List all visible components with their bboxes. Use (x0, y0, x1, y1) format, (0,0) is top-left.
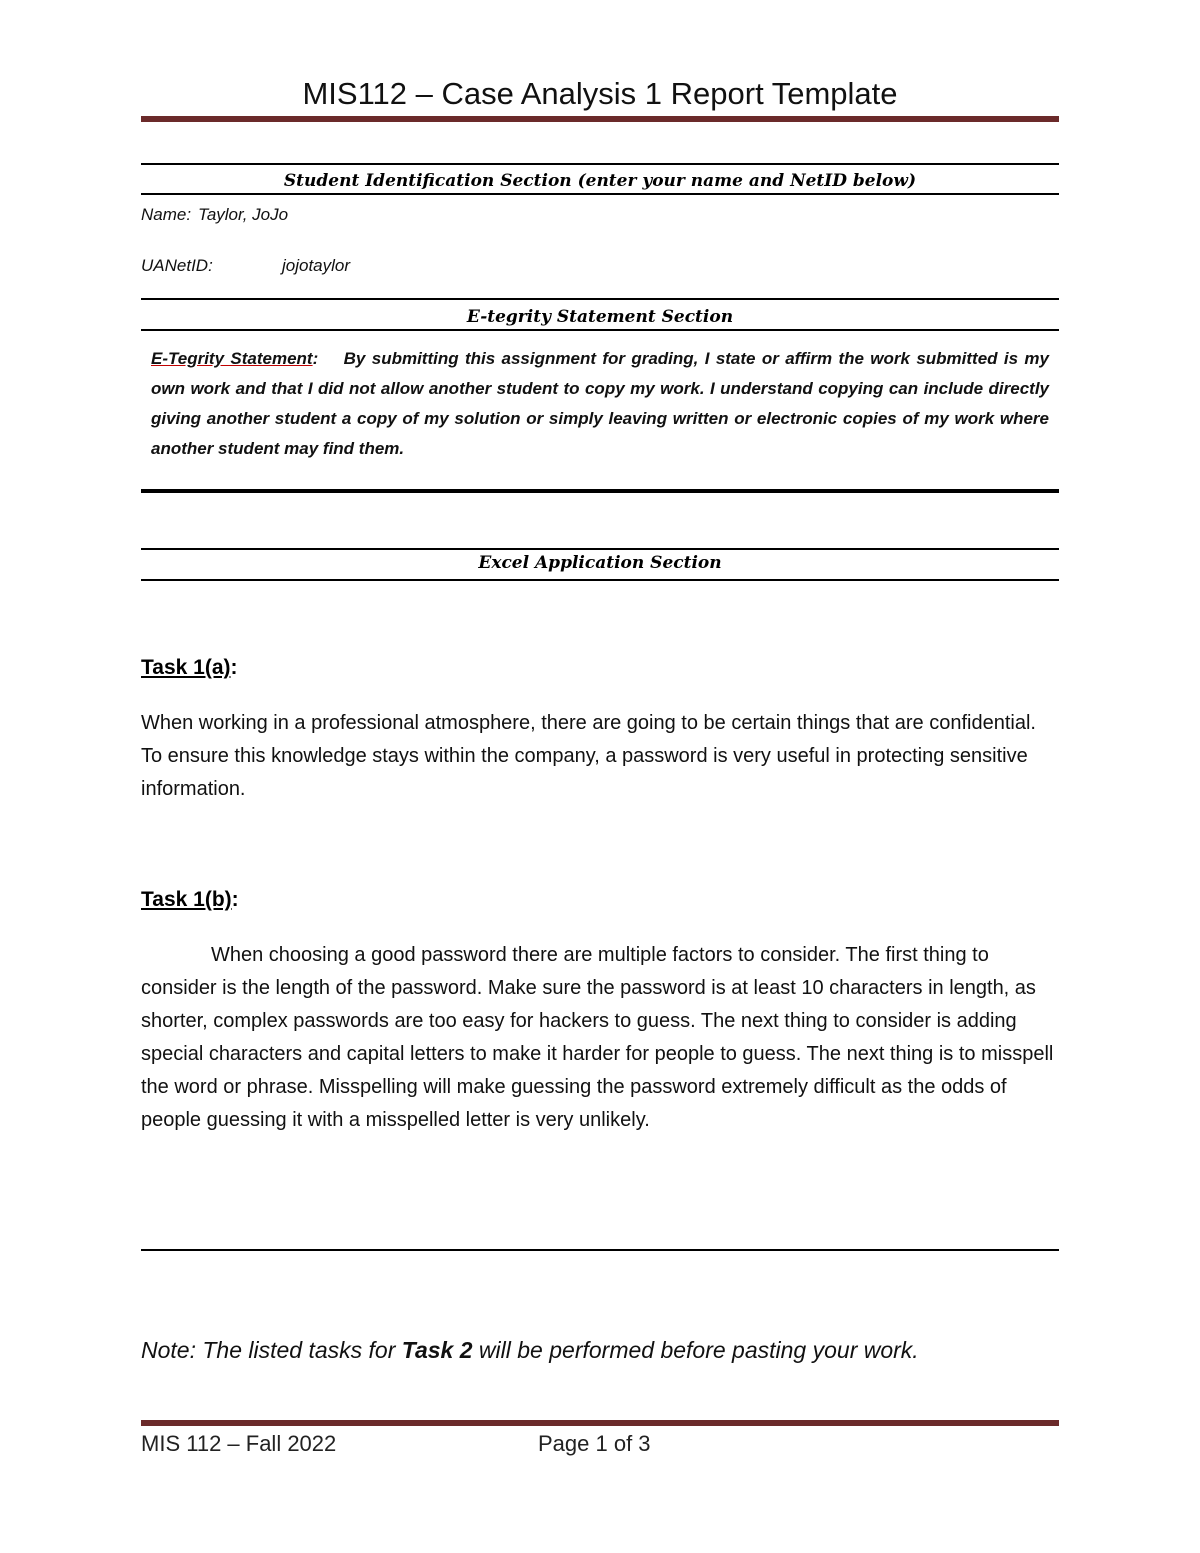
title-rule (141, 116, 1059, 122)
footer-rule (141, 1420, 1059, 1426)
etegrity-statement-colon: : (312, 349, 319, 368)
etegrity-section-heading: E-tegrity Statement Section (466, 307, 734, 327)
section-rule (141, 579, 1059, 581)
footer-course: MIS 112 – Fall 2022 (141, 1431, 337, 1456)
page-number: Page 1 of 3 (538, 1431, 651, 1456)
task-1a-body: When working in a professional atmosphere, there are going to be certain things that are confidential. To ensure this knowledge stays within the company, a password is very useful in protecting sensitive information. (141, 712, 1036, 800)
etegrity-statement (151, 344, 1049, 464)
section-rule (141, 329, 1059, 331)
task-2-note (141, 1335, 1059, 1365)
page-title: MIS112 – Case Analysis 1 Report Template (302, 76, 898, 111)
task-1a-title: Task 1(a) (141, 656, 231, 679)
task-1b-colon: : (231, 888, 239, 911)
task-1b-heading (141, 886, 239, 914)
excel-section-heading: Excel Application Section (478, 553, 722, 573)
netid-value: jojotaylor (282, 256, 351, 275)
task-1b-title: Task 1(b) (141, 888, 232, 911)
note-suffix: will be performed before pasting your work. (472, 1337, 919, 1363)
note-task-2: Task 2 (401, 1337, 473, 1363)
section-rule (141, 193, 1059, 195)
task-1a-heading (141, 654, 238, 682)
note-prefix: Note: The listed tasks for (141, 1337, 402, 1363)
section-rule (141, 548, 1059, 550)
netid-label: UANetID: (141, 256, 213, 275)
name-label: Name: (141, 205, 192, 224)
section-rule (141, 298, 1059, 300)
task-1a-colon: : (230, 656, 238, 679)
etegrity-statement-text: By submitting this assignment for grading, I state or affirm the work submitted is my own work and that I did not allow another student to copy my work. I understand copying can include directly giving another student a copy of my solution or simply leaving written or electronic copies of my work where another student may find them. (151, 349, 1049, 458)
section-rule (141, 163, 1059, 165)
student-section-heading: Student Identification Section (enter your name and NetID below) (283, 171, 917, 191)
name-value: Taylor, JoJo (198, 205, 289, 224)
section-divider (141, 1249, 1059, 1251)
task-1b-body: When choosing a good password there are multiple factors to consider. The first thing to consider is the length of the password. Make sure the password is at least 10 characters in length, as shorter, complex passwords are too easy for hackers to guess. The next thing to consider is adding special characters and capital letters to make it harder for people to guess. The next thing is to misspell the word or phrase. Misspelling will make guessing the password extremely difficult as the odds of people guessing it with a misspelled letter is very unlikely. (141, 944, 1054, 1131)
etegrity-statement-label: E-Tegrity Statement (151, 349, 313, 368)
section-divider (141, 489, 1059, 493)
